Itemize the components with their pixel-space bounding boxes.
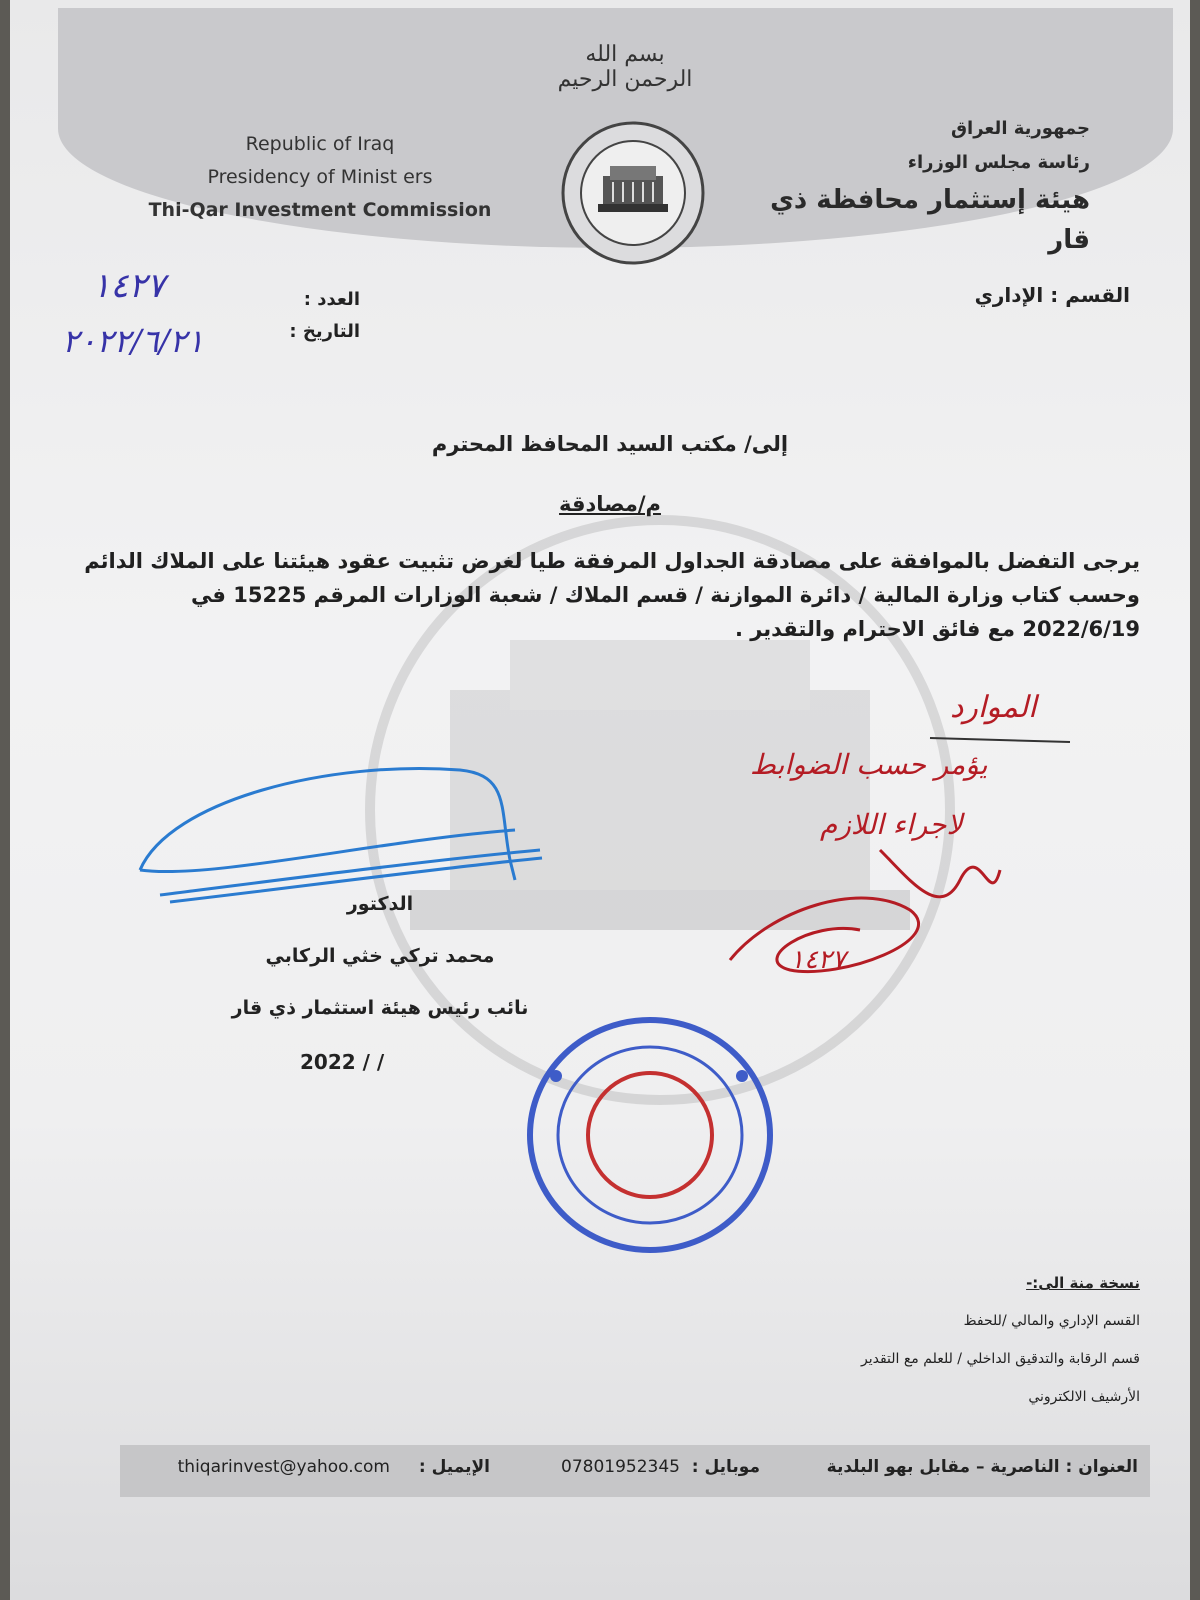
copy-item: القسم الإداري والمالي /للحفظ: [963, 1313, 1140, 1329]
handwritten-number: ١٤٢٧: [92, 266, 166, 306]
department-label: القسم : الإداري: [974, 283, 1130, 307]
footer-address: العنوان : الناصرية – مقابل بهو البلدية: [826, 1457, 1138, 1477]
footer-mobile-number: 07801952345: [561, 1457, 680, 1477]
basmala-calligraphy: بسم الله الرحمن الرحيم: [557, 42, 693, 92]
footer-mobile-label: موبايل :: [691, 1457, 760, 1477]
handwritten-note-line4: ١٤٢٧: [790, 945, 846, 975]
handwritten-note-line1: الموارد: [950, 690, 1037, 725]
english-header-line2: Presidency of Minist ers: [207, 166, 433, 188]
official-stamp: [520, 1010, 780, 1260]
department-field: [880, 283, 1130, 307]
signature-date: 2022 / /: [300, 1050, 385, 1074]
arabic-letterhead: [730, 112, 1090, 260]
letter-body: [70, 544, 1140, 646]
handwritten-note-line3: لاجراء اللازم: [820, 808, 963, 841]
copies-list: [770, 1264, 1140, 1416]
handwritten-note-line2: يؤمر حسب الضوابط: [750, 748, 988, 781]
copy-item: قسم الرقابة والتدقيق الداخلي / للعلم مع التقدير: [860, 1351, 1140, 1367]
recipient-line: إلى/ مكتب السيد المحافظ المحترم: [431, 432, 789, 456]
subject-line: م/مصادقة: [559, 492, 661, 516]
body-line-3: 2022/6/19 مع فائق الاحترام والتقدير .: [734, 617, 1140, 641]
footer-contact-bar: [120, 1445, 1150, 1497]
signatory-name: محمد تركي خثي الركابي: [265, 945, 495, 967]
body-line-2: وحسب كتاب وزارة المالية / دائرة الموازنة / قسم الملاك / شعبة الوزارات المرقم 15225 في: [190, 583, 1140, 607]
signatory-title: الدكتور: [346, 893, 414, 915]
english-letterhead: [140, 128, 500, 227]
footer-email-label: الإيميل :: [418, 1457, 490, 1477]
number-label: العدد :: [303, 289, 360, 310]
copies-title: نسخة منة الى:-: [1026, 1274, 1140, 1292]
reference-labels: [280, 284, 360, 348]
letter-page: [10, 0, 1190, 1600]
signatory-position: نائب رئيس هيئة استثمار ذي قار: [231, 997, 529, 1019]
copy-item: الأرشيف الالكتروني: [1028, 1389, 1140, 1405]
date-label: التاريخ :: [289, 321, 360, 342]
commission-seal-logo: [558, 118, 708, 268]
arabic-header-line3: هيئة إستثمار محافظة ذي قار: [770, 185, 1090, 255]
english-header-line1: Republic of Iraq: [245, 133, 395, 155]
arabic-header-line2: رئاسة مجلس الوزراء: [907, 152, 1090, 173]
red-signature-scribble: [710, 680, 1110, 1020]
handwritten-date: ٢٠٢٢/٦/٢١: [62, 322, 204, 360]
footer-email: thiqarinvest@yahoo.com: [177, 1457, 390, 1477]
arabic-header-line1: جمهورية العراق: [950, 118, 1090, 139]
english-header-line3: Thi-Qar Investment Commission: [148, 199, 492, 221]
body-line-1: يرجى التفضل بالموافقة على مصادقة الجداول المرفقة طيا لغرض تثبيت عقود هيئتنا على الملاك الدائم: [84, 549, 1140, 573]
